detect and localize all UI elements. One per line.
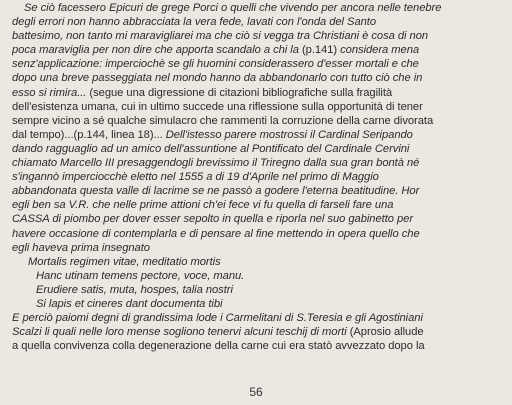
latin-verse [12, 255, 500, 311]
text-run: a quella convivenza colla degenerazione della carne cui era statò avvezzato dopo la [12, 340, 425, 353]
verse-line: Hanc utinam temens pectore, voce, manu. [36, 269, 245, 282]
text-run: egli ben sa V.R. che nelle prime attioni ch'ei fece vi fu quella di farseli fare una [12, 199, 394, 212]
text-line [12, 325, 500, 339]
text-run: E perciò paiomi degni di grandissima lode i Carmelitani di S.Teresia e gli Agostiniani [12, 312, 423, 325]
text-line [12, 1, 500, 15]
text-run: senz'applicazione: imperciochè se gli huomini considerassero d'esser mortali e che [12, 58, 419, 71]
text-line [12, 227, 500, 241]
text-line [12, 311, 500, 325]
verse-line: Si lapis et cineres dant documenta tibi [36, 297, 223, 310]
paragraph-main [12, 1, 500, 255]
text-run: CASSA di piombo per dover esser sepolto in quella e riporla nel suo gabinetto per [12, 213, 414, 226]
text-line [12, 57, 500, 71]
text-run: (segue una digressione di citazioni bibliografiche sulla fragilità [86, 86, 393, 99]
text-line [12, 170, 500, 184]
verse-line: Mortalis regimen vitae, meditatio mortis [28, 255, 221, 268]
text-run: dopo una breve passeggiata nel mondo hanno da abbandonarlo con tutto ciò che in [12, 72, 423, 85]
text-line [12, 86, 500, 100]
text-line [12, 184, 500, 198]
text-run: dando ragguaglio ad un amico dell'assuntione al Pontificato del Cardinale Cervini [12, 142, 410, 155]
text-run: (Aprosio allude [349, 326, 424, 339]
text-run: sempre vicino a sé qualche simulacro che rammenti la corruzione della carne divorata [12, 114, 434, 127]
text-run: egli haveva prima insegnato [12, 241, 150, 254]
text-line [12, 212, 500, 226]
text-line [12, 71, 500, 85]
text-line [12, 339, 500, 353]
text-line [12, 15, 500, 29]
text-run: battesimo, non tanto mi maravigliarei ma che ciò si vegga tra Christiani è cosa di non [12, 30, 429, 43]
text-run: esso si rimira... [12, 86, 87, 99]
text-line [12, 29, 500, 43]
text-run: Scalzi li quali nelle loro mense sogliono tenervi alcuni teschij di morti [12, 326, 350, 339]
text-run: abbandonata questa valle di lacrime se ne passò a godere l'eterna beatitudine. Hor [12, 185, 420, 198]
text-run: Dell'istesso parere mostrossi il Cardinal Seripando [165, 128, 413, 141]
text-line [12, 156, 500, 170]
text-run: Se ciò facessero Epicuri de grege Porci o quelli che vivendo per ancora nelle tenebre [24, 2, 442, 14]
text-run: considera mena [337, 44, 420, 57]
text-run: havere occasione di contemplarla e di pensare al fine mettendo in opera quello che [12, 227, 420, 240]
text-line [12, 100, 500, 114]
verse-line: Erudiere satis, muta, hospes, talia nostri [36, 283, 233, 296]
text-run: degli errori non hanno abbracciata la vera fede, lavati con l'onda del Santo [12, 16, 377, 29]
text-run: (p.141) [301, 44, 338, 57]
text-run: s'ingannò imperciocchè eletto nel 1555 a di 19 d'Aprile nel primo di Maggio [12, 171, 379, 184]
text-run: chiamato Marcello III presaggendogli brevissimo il Triregno dalla sua gran bontà né [12, 157, 420, 170]
text-line [12, 198, 500, 212]
paragraph-closing [12, 311, 500, 353]
text-run: dell'esistenza umana, cui in ultimo succede una riflessione sulla opportunità di tener [12, 100, 423, 113]
text-line [12, 241, 500, 255]
text-run: poca maraviglia per non dire che apporta scandalo a chi la [12, 44, 302, 57]
body-text [12, 1, 500, 353]
text-line [12, 142, 500, 156]
text-line [12, 43, 500, 57]
text-line [12, 128, 500, 142]
page-number: 56 [249, 385, 263, 399]
text-run: dal tempo)...(p.144, linea 18)... [12, 128, 166, 141]
text-line [12, 114, 500, 128]
